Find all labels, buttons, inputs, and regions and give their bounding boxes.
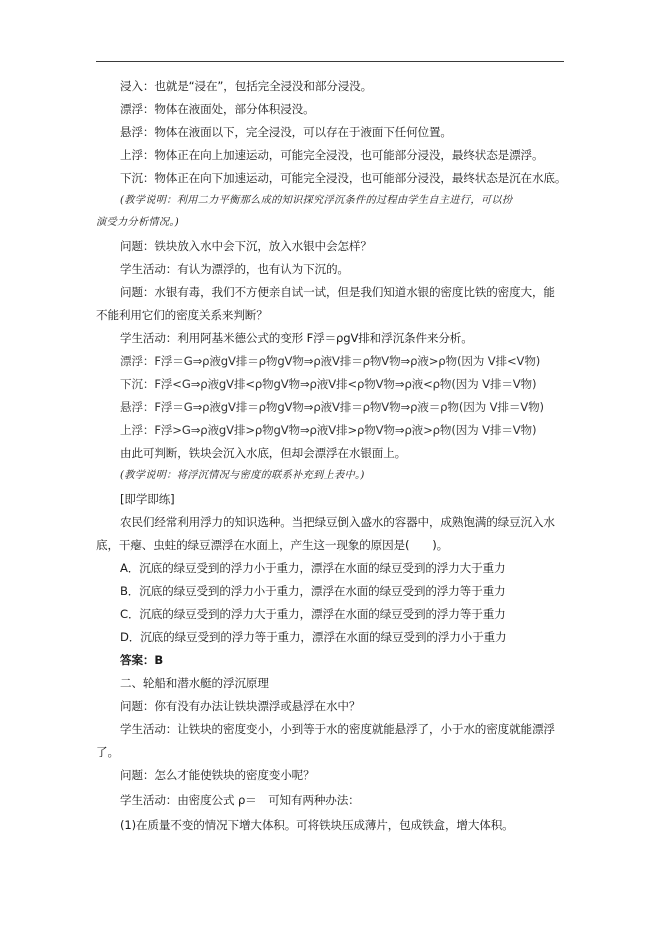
- text-line: 学生活动：让铁块的密度变小，小到等于水的密度就能悬浮了，小于水的密度就能漂浮: [120, 722, 555, 736]
- text-line: 学生活动：利用阿基米德公式的变形 F浮＝ρgV排和浮沉条件来分析。: [120, 331, 473, 345]
- text-line: 由此可判断，铁块会沉入水底，但却会漂浮在水银面上。: [120, 446, 407, 460]
- option-d: D．沉底的绿豆受到的浮力等于重力，漂浮在水面的绿豆受到的浮力小于重力: [120, 630, 507, 644]
- text-line: 问题：你有没有办法让铁块漂浮或悬浮在水中？: [120, 699, 361, 713]
- text-line: 了。: [96, 745, 119, 759]
- formula-line: 上浮：F浮>G⇒ρ液gV排>ρ物gV物⇒ρ液V排>ρ物V物⇒ρ液>ρ物(因为 V排＝V物): [120, 423, 537, 437]
- text-line: 不能利用它们的密度关系来判断？: [96, 308, 268, 322]
- option-c: C．沉底的绿豆受到的浮力大于重力，漂浮在水面的绿豆受到的浮力等于重力: [120, 607, 506, 621]
- text-line: 问题：水银有毒，我们不方便亲自试一试，但是我们知道水银的密度比铁的密度大，能: [120, 285, 555, 299]
- text-line: 农民们经常利用浮力的知识选种。当把绿豆倒入盛水的容器中，成熟饱满的绿豆沉入水: [120, 515, 555, 529]
- text-line: 学生活动：有认为漂浮的，也有认为下沉的。: [120, 262, 349, 276]
- formula-line: 悬浮：F浮＝G⇒ρ液gV排＝ρ物gV物⇒ρ液V排＝ρ物V物⇒ρ液＝ρ物(因为 V排＝V物): [120, 400, 544, 414]
- teaching-note: (教学说明：将浮沉情况与密度的联系补充到上表中。): [120, 470, 365, 481]
- teaching-note: 演受力分析情况。): [96, 217, 180, 228]
- option-a: A．沉底的绿豆受到的浮力小于重力，漂浮在水面的绿豆受到的浮力大于重力: [120, 561, 506, 575]
- text-line: 底，干瘪、虫蛀的绿豆漂浮在水面上，产生这一现象的原因是( )。: [96, 538, 449, 552]
- teaching-note: (教学说明：利用二力平衡那么成的知识探究浮沉条件的过程由学生自主进行，可以扮: [120, 195, 513, 206]
- answer-line: 答案：B: [120, 653, 164, 667]
- section-heading: 二、轮船和潜水艇的浮沉原理: [120, 676, 269, 690]
- header-rule: [96, 61, 564, 62]
- text-line: 下沉：物体正在向下加速运动，可能完全浸没，也可能部分浸没，最终状态是沉在水底。: [120, 171, 567, 185]
- text-line: 上浮：物体正在向上加速运动，可能完全浸没，也可能部分浸没，最终状态是漂浮。: [120, 148, 544, 162]
- text-line: (1)在质量不变的情况下增大体积。可将铁块压成薄片，包成铁盒，增大体积。: [120, 818, 514, 832]
- formula-line: 漂浮：F浮＝G⇒ρ液gV排＝ρ物gV物⇒ρ液V排＝ρ物V物⇒ρ液>ρ物(因为 V排<V物): [120, 354, 541, 368]
- option-b: B．沉底的绿豆受到的浮力小于重力，漂浮在水面的绿豆受到的浮力等于重力: [120, 584, 506, 598]
- text-line: 漂浮：物体在液面处，部分体积浸没。: [120, 102, 315, 116]
- formula-line: 下沉：F浮<G⇒ρ液gV排<ρ物gV物⇒ρ液V排<ρ物V物⇒ρ液<ρ物(因为 V排＝V物): [120, 377, 537, 391]
- section-label: [即学即练]: [120, 492, 175, 506]
- text-line: 悬浮：物体在液面以下，完全浸没，可以存在于液面下任何位置。: [120, 125, 452, 139]
- text-line: 问题：怎么才能使铁块的密度变小呢？: [120, 768, 315, 782]
- text-line: 浸入：也就是“浸在”，包括完全浸没和部分浸没。: [120, 79, 373, 93]
- text-line: 问题：铁块放入水中会下沉，放入水银中会怎样？: [120, 239, 372, 253]
- text-line: 学生活动：由密度公式 ρ＝ 可知有两种办法：: [120, 793, 360, 807]
